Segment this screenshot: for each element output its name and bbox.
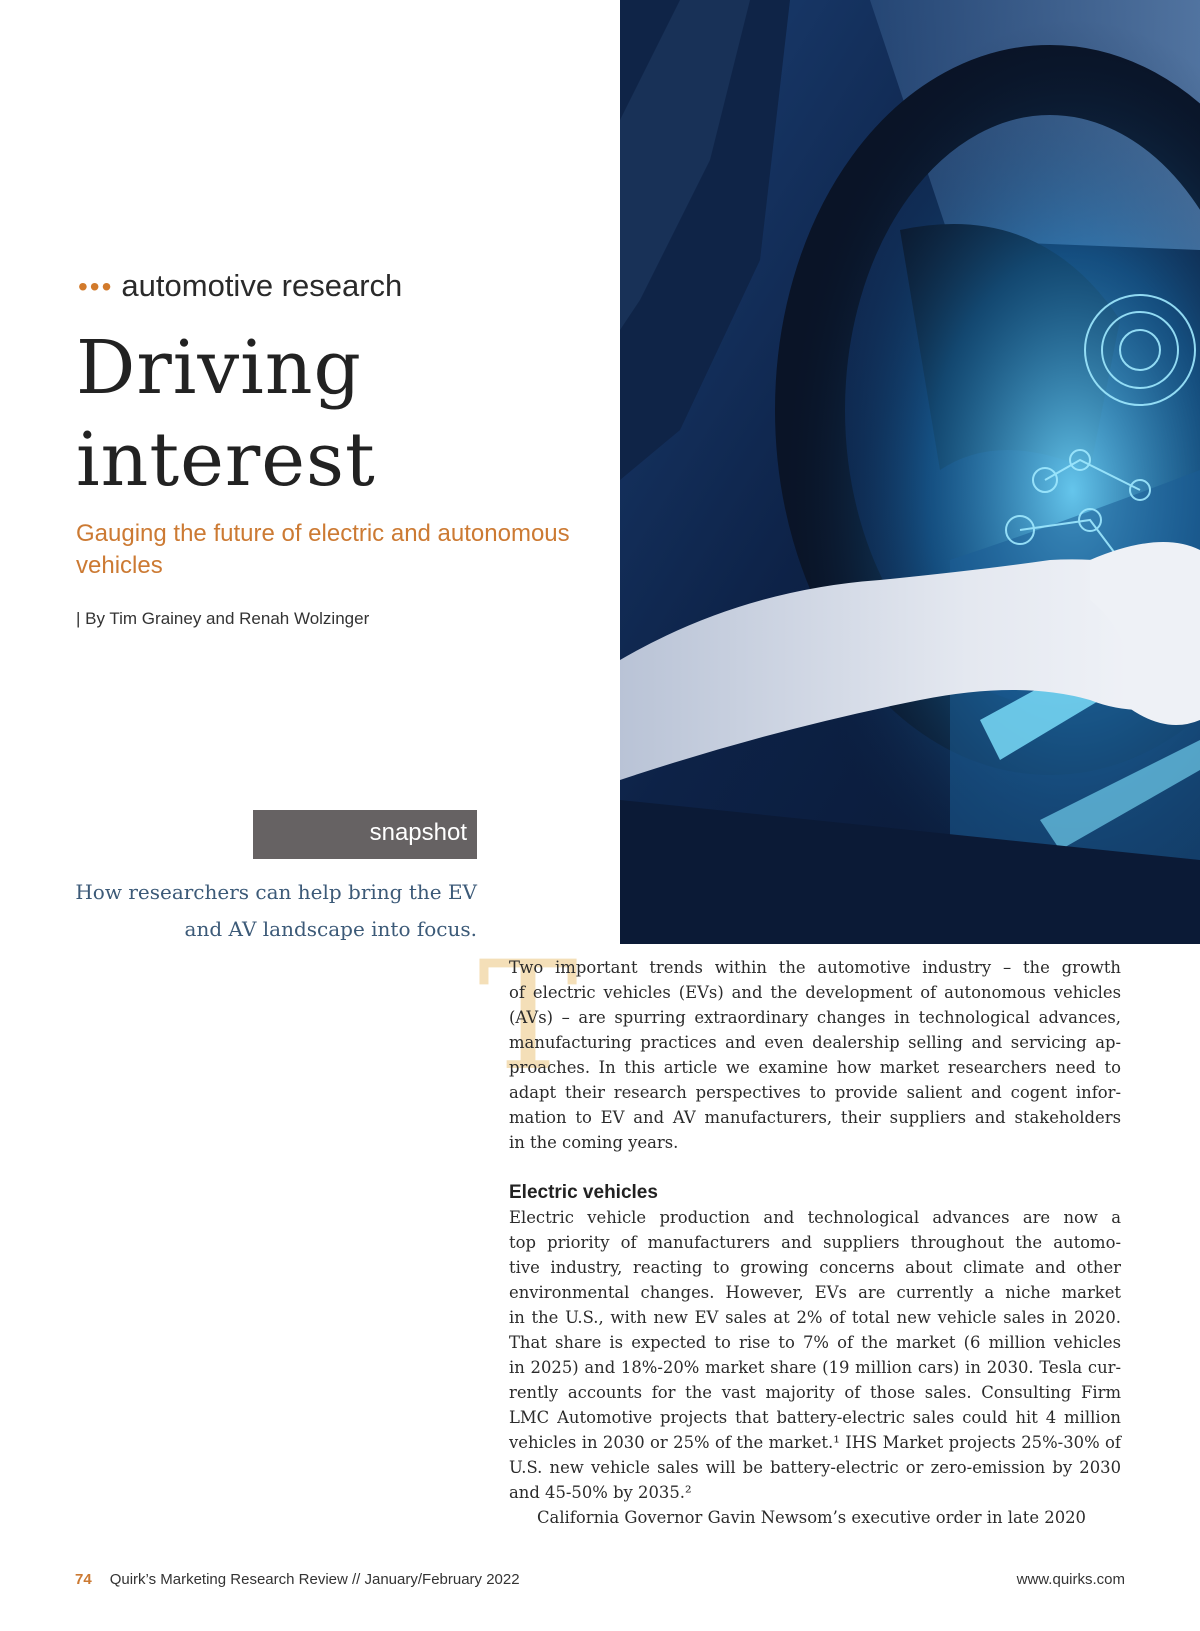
section-heading: Electric vehicles bbox=[509, 1182, 658, 1203]
intro-line: adapt their research perspectives to provide salient and cogent infor- bbox=[509, 1083, 1121, 1102]
kicker-text: automotive research bbox=[121, 268, 403, 303]
page-footer bbox=[75, 1571, 1125, 1588]
intro-line: of electric vehicles (EVs) and the development of autonomous vehicles bbox=[509, 983, 1121, 1002]
section-line: top priority of manufacturers and suppliers throughout the automo- bbox=[509, 1233, 1121, 1252]
section-paragraph bbox=[509, 1205, 1121, 1530]
snapshot-label: snapshot bbox=[253, 810, 477, 859]
continuation-line: California Governor Gavin Newsom’s executive order in late 2020 bbox=[537, 1508, 1086, 1527]
section-line: LMC Automotive projects that battery-electric sales could hit 4 million bbox=[509, 1408, 1121, 1427]
section-line: environmental changes. However, EVs are currently a niche market bbox=[509, 1283, 1121, 1302]
headline-line-1: Driving bbox=[76, 325, 362, 411]
drop-cap: T bbox=[478, 930, 579, 1104]
section-line: Electric vehicle production and technological advances are now a bbox=[509, 1208, 1121, 1227]
intro-paragraph bbox=[509, 955, 1121, 1155]
driver-dashboard-illustration bbox=[620, 0, 1200, 944]
section-kicker bbox=[78, 268, 402, 304]
article-deck: Gauging the future of electric and autonomous vehicles bbox=[76, 520, 570, 579]
article-headline bbox=[76, 322, 376, 506]
website-link[interactable]: www.quirks.com bbox=[1016, 1571, 1125, 1588]
section-line: and 45-50% by 2035.² bbox=[509, 1483, 692, 1502]
section-line: U.S. new vehicle sales will be battery-electric or zero-emission by 2030 bbox=[509, 1458, 1121, 1477]
section-line: vehicles in 2030 or 25% of the market.¹ IHS Market projects 25%-30% of bbox=[509, 1433, 1121, 1452]
intro-line: in the coming years. bbox=[509, 1133, 679, 1152]
section-line: That share is expected to rise to 7% of the market (6 million vehicles bbox=[509, 1333, 1121, 1352]
intro-line: manufacturing practices and even dealership selling and servicing ap- bbox=[509, 1033, 1121, 1052]
snapshot-line-2: and AV landscape into focus. bbox=[184, 917, 477, 941]
section-line: tive industry, reacting to growing concerns about climate and other bbox=[509, 1258, 1121, 1277]
snapshot-summary bbox=[40, 874, 477, 948]
kicker-dots-icon: ••• bbox=[78, 271, 114, 302]
section-line: in the U.S., with new EV sales at 2% of total new vehicle sales in 2020. bbox=[509, 1308, 1121, 1327]
publication-name: Quirk’s Marketing Research Review // January/February 2022 bbox=[109, 1571, 520, 1588]
section-line: rently accounts for the vast majority of those sales. Consulting Firm bbox=[509, 1383, 1121, 1402]
section-line: in 2025) and 18%-20% market share (19 million cars) in 2030. Tesla cur- bbox=[509, 1358, 1121, 1377]
article-byline: | By Tim Grainey and Renah Wolzinger bbox=[76, 609, 370, 628]
page-number: 74 bbox=[75, 1571, 92, 1588]
headline-line-2: interest bbox=[76, 417, 376, 503]
intro-line: Two important trends within the automotive industry – the growth bbox=[509, 958, 1121, 977]
intro-line: mation to EV and AV manufacturers, their suppliers and stakeholders bbox=[509, 1108, 1121, 1127]
intro-line: proaches. In this article we examine how market researchers need to bbox=[509, 1058, 1121, 1077]
snapshot-line-1: How researchers can help bring the EV bbox=[75, 880, 477, 904]
hero-photo bbox=[620, 0, 1200, 944]
intro-line: (AVs) – are spurring extraordinary changes in technological advances, bbox=[509, 1008, 1121, 1027]
article-body bbox=[509, 955, 1121, 1530]
